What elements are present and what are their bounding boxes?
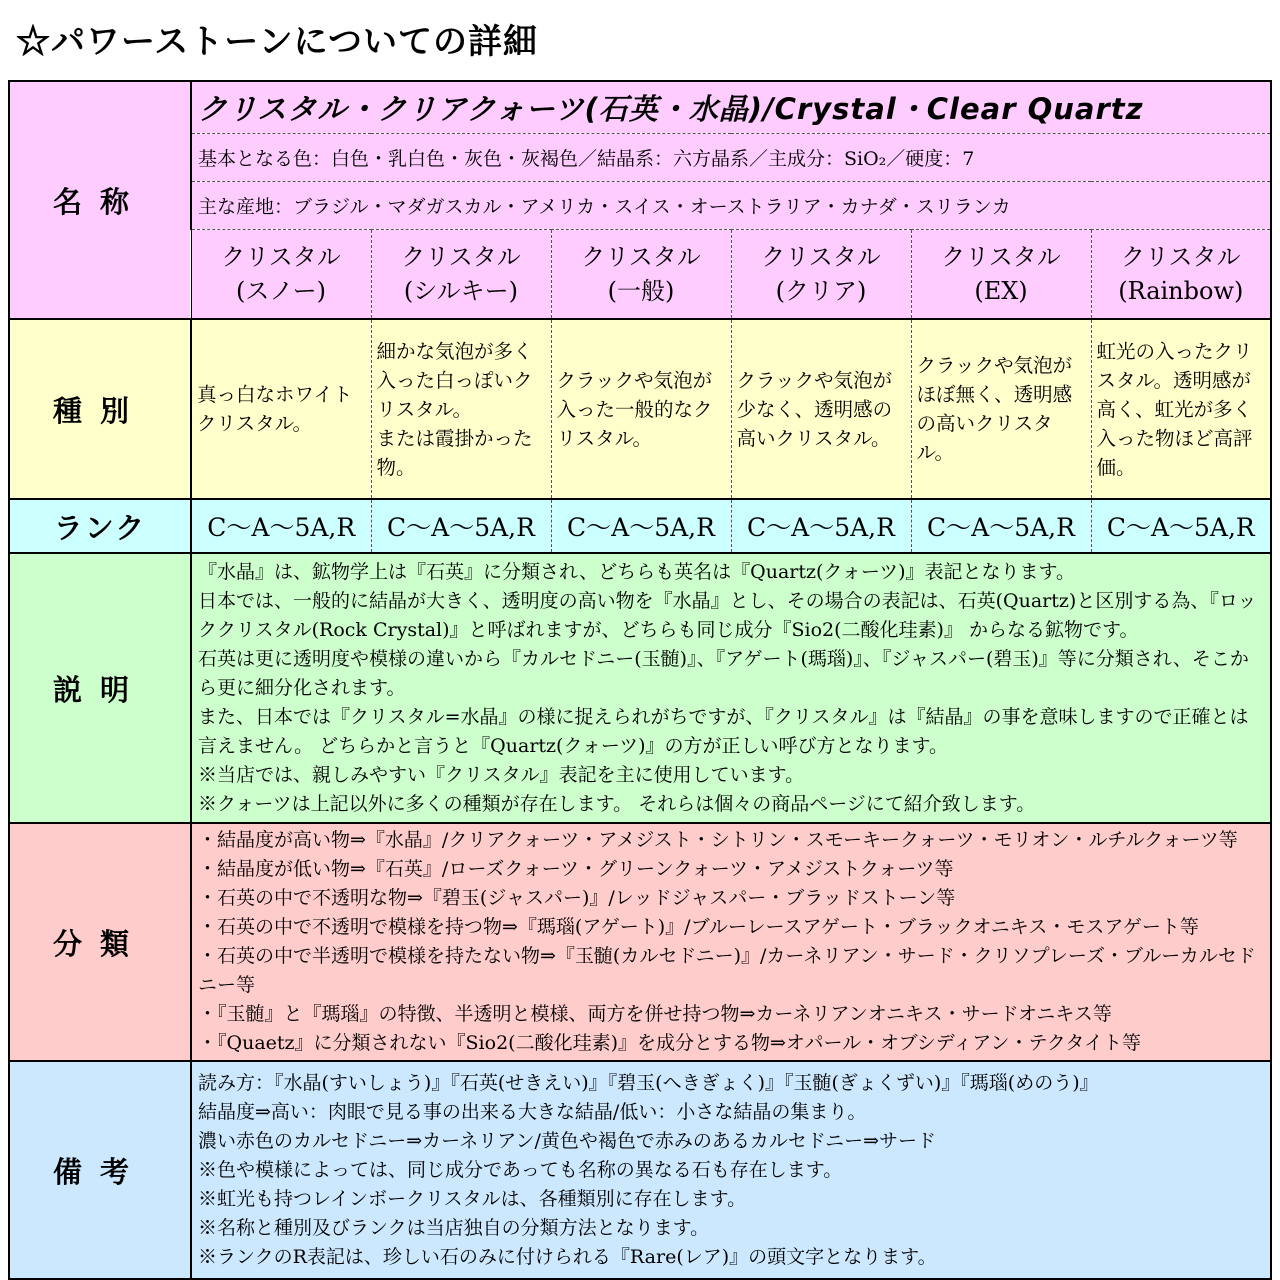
classification-line: ・石英の中で半透明で模様を持たない物⇒『玉髄(カルセドニー)』/カーネリアン・サード・クリソプレーズ・ブルーカルセドニー等 bbox=[198, 945, 1256, 996]
classification-line: ・『玉髄』と『瑪瑙』の特徴、半透明と模様、両方を併せ持つ物⇒カーネリアンオニキス・サードオニキス等 bbox=[198, 1003, 1112, 1025]
rank-rainbow: C～A～5A,R bbox=[1091, 499, 1271, 553]
variety-rainbow: クリスタル (Rainbow) bbox=[1091, 229, 1271, 319]
description-line: また、日本では『クリスタル=水晶』の様に捉えられがちですが、『クリスタル』は『結晶』の事を意味しますので正確とは言えません。 どちらかと言うと『Quartz(クォーツ)』の方が正しい呼び方となります。 bbox=[198, 705, 1249, 757]
rank-ex: C～A～5A,R bbox=[911, 499, 1091, 553]
stone-name: クリスタル・クリアクォーツ(石英・水晶)/Crystal・Clear Quartz bbox=[191, 81, 1271, 133]
notes-line: ※ランクのR表記は、珍しい石のみに付けられる『Rare(レア)』の頭文字となります。 bbox=[198, 1245, 937, 1268]
variety-snow: クリスタル (スノー) bbox=[191, 229, 371, 319]
header-name: 名称 bbox=[9, 81, 191, 319]
variety-general: クリスタル (一般) bbox=[551, 229, 731, 319]
header-type: 種別 bbox=[9, 319, 191, 499]
classification-line: ・石英の中で不透明で模様を持つ物⇒『瑪瑙(アゲート)』/ブルーレースアゲート・ブラックオニキス・モスアゲート等 bbox=[198, 916, 1199, 938]
description-line: 日本では、一般的に結晶が大きく、透明度の高い物を『水晶』とし、その場合の表記は、石英(Quartz)と区別する為、『ロッククリスタル(Rock Crystal)』と呼ばれますが、どちらも同じ成分『Sio2(二酸化珪素)』 からなる鉱物です。 bbox=[198, 589, 1257, 641]
type-general: クラックや気泡が入った一般的なクリスタル。 bbox=[551, 319, 731, 499]
variety-clear: クリスタル (クリア) bbox=[731, 229, 911, 319]
notes-line: ※虹光も持つレインボークリスタルは、各種類別に存在します。 bbox=[198, 1187, 747, 1210]
classification-block bbox=[191, 823, 1271, 1061]
rank-silky: C～A～5A,R bbox=[371, 499, 551, 553]
type-ex: クラックや気泡がほぼ無く、透明感の高いクリスタル。 bbox=[911, 319, 1091, 499]
rank-general: C～A～5A,R bbox=[551, 499, 731, 553]
type-snow: 真っ白なホワイトクリスタル。 bbox=[191, 319, 371, 499]
variety-ex: クリスタル (EX) bbox=[911, 229, 1091, 319]
classification-line: ・結晶度が低い物⇒『石英』/ローズクォーツ・グリーンクォーツ・アメジストクォーツ等 bbox=[198, 858, 954, 880]
page-title: ☆パワーストーンについての詳細 bbox=[16, 22, 538, 62]
header-rank: ランク bbox=[9, 499, 191, 553]
notes-line: 濃い赤色のカルセドニー⇒カーネリアン/黄色や褐色で赤みのあるカルセドニー⇒サード bbox=[198, 1129, 937, 1152]
description-line: ※当店では、親しみやすい『クリスタル』表記を主に使用しています。 bbox=[198, 763, 805, 786]
type-rainbow: 虹光の入ったクリスタル。透明感が高く、虹光が多く入った物ほど高評価。 bbox=[1091, 319, 1271, 499]
header-classification: 分類 bbox=[9, 823, 191, 1061]
variety-silky: クリスタル (シルキー) bbox=[371, 229, 551, 319]
header-description: 説明 bbox=[9, 553, 191, 823]
type-clear: クラックや気泡が少なく、透明感の高いクリスタル。 bbox=[731, 319, 911, 499]
type-row bbox=[9, 319, 1271, 499]
classification-line: ・結晶度が高い物⇒『水晶』/クリアクォーツ・アメジスト・シトリン・スモーキークォーツ・モリオン・ルチルクォーツ等 bbox=[198, 829, 1238, 851]
classification-line: ・石英の中で不透明な物⇒『碧玉(ジャスパー)』/レッドジャスパー・ブラッドストーン等 bbox=[198, 887, 956, 909]
description-block bbox=[191, 553, 1271, 823]
rank-row bbox=[9, 499, 1271, 553]
stone-detail-table bbox=[8, 80, 1272, 1280]
classification-line: ・『Quaetz』に分類されない『Sio2(二酸化珪素)』を成分とする物⇒オパール・オブシディアン・テクタイト等 bbox=[198, 1032, 1142, 1054]
type-silky: 細かな気泡が多く入った白っぽいクリスタル。 または霞掛かった物。 bbox=[371, 319, 551, 499]
description-line: 石英は更に透明度や模様の違いから『カルセドニー(玉髄)』、『アゲート(瑪瑙)』、『ジャスパー(碧玉)』等に分類され、そこから更に細分化されます。 bbox=[198, 647, 1249, 699]
rank-clear: C～A～5A,R bbox=[731, 499, 911, 553]
rank-snow: C～A～5A,R bbox=[191, 499, 371, 553]
description-line: ※クォーツは上記以外に多くの種類が存在します。 それらは個々の商品ページにて紹介致します。 bbox=[198, 792, 1036, 815]
variety-row bbox=[9, 229, 1271, 319]
basic-info: 基本となる色：白色・乳白色・灰色・灰褐色／結晶系：六方晶系／主成分：SiO₂／硬度：7 bbox=[191, 133, 1271, 181]
header-notes: 備考 bbox=[9, 1061, 191, 1279]
notes-block bbox=[191, 1061, 1271, 1279]
notes-line: ※名称と種別及びランクは当店独自の分類方法となります。 bbox=[198, 1216, 710, 1239]
description-line: 『水晶』は、鉱物学上は『石英』に分類され、どちらも英名は『Quartz(クォーツ)』表記となります。 bbox=[198, 560, 1075, 583]
notes-line: ※色や模様によっては、同じ成分であっても名称の異なる石も存在します。 bbox=[198, 1158, 843, 1181]
notes-line: 読み方：『水晶(すいしょう)』『石英(せきえい)』『碧玉(へきぎょく)』『玉髄(ぎょくずい)』『瑪瑙(めのう)』 bbox=[198, 1071, 1099, 1094]
notes-line: 結晶度⇒高い：肉眼で見る事の出来る大きな結晶/低い：小さな結晶の集まり。 bbox=[198, 1100, 867, 1123]
origins: 主な産地：ブラジル・マダガスカル・アメリカ・スイス・オーストラリア・カナダ・スリランカ bbox=[191, 181, 1271, 229]
